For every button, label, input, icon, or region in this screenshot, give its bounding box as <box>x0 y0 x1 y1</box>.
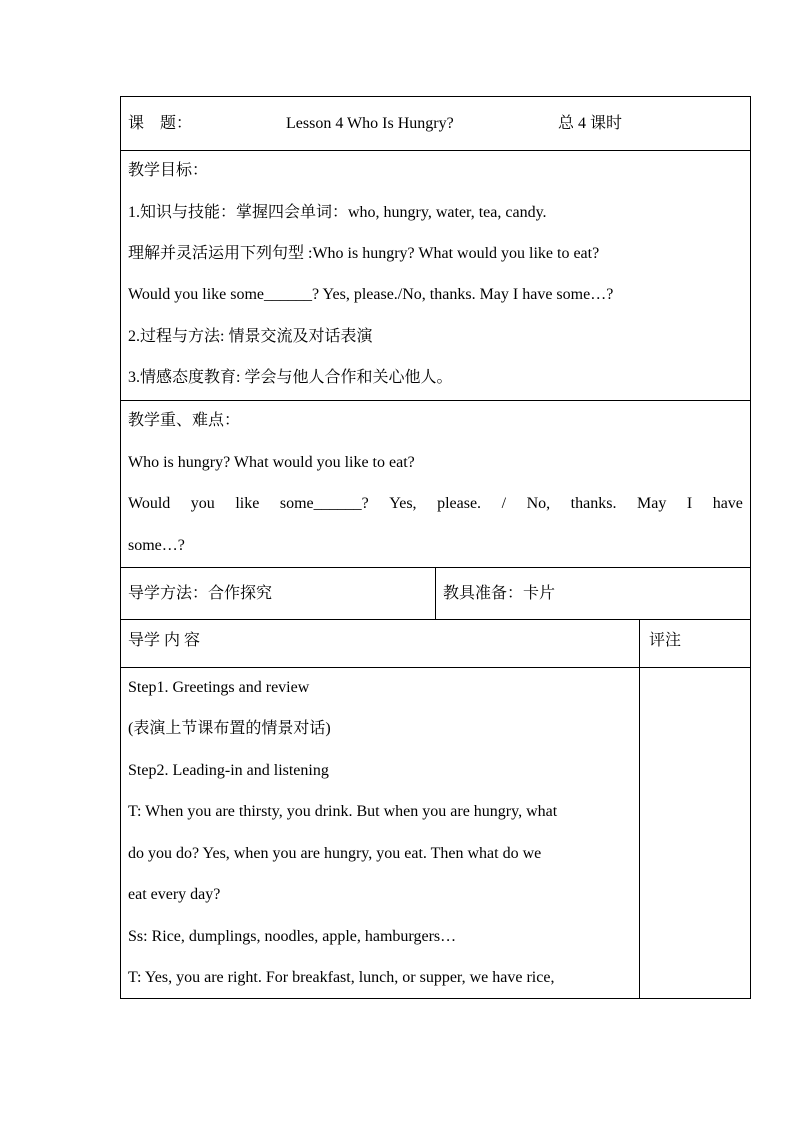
key-word: like <box>235 495 260 512</box>
lesson-plan-table <box>120 96 751 999</box>
key-word: thanks. <box>570 495 617 512</box>
objective-process: 2.过程与方法: 情景交流及对话表演 <box>128 328 373 345</box>
teacher-line-4: T: Yes, you are right. For breakfast, lunch, or supper, we have rice, <box>128 969 555 986</box>
content-label: 导学 内 容 <box>128 632 201 649</box>
key-word: you <box>190 495 215 512</box>
students-line: Ss: Rice, dumplings, noodles, apple, hamburgers… <box>128 928 457 945</box>
key-point-dialogue <box>128 494 743 514</box>
methods-divider <box>435 568 436 620</box>
key-word: Yes, <box>389 495 417 512</box>
step1-heading: Step1. Greetings and review <box>128 679 310 696</box>
period-count: 总 4 课时 <box>558 115 623 132</box>
objective-dialogue: Would you like some______? Yes, please./No, thanks. May I have some…? <box>128 286 614 303</box>
teacher-line-2: do you do? Yes, when you are hungry, you eat. Then what do we <box>128 845 542 862</box>
lesson-title: Lesson 4 Who Is Hungry? <box>286 115 454 132</box>
key-points-row <box>121 401 750 568</box>
key-word: Would <box>128 495 171 512</box>
step1-note: (表演上节课布置的情景对话) <box>128 720 331 737</box>
step2-heading: Step2. Leading-in and listening <box>128 762 329 779</box>
objectives-row <box>121 151 750 401</box>
key-points-heading: 教学重、难点： <box>128 412 241 429</box>
notes-label: 评注 <box>649 632 682 649</box>
key-word: please. <box>437 495 482 512</box>
key-word: / <box>501 495 507 512</box>
objective-sentences: 理解并灵活运用下列句型 :Who is hungry? What would you like to eat? <box>128 245 600 262</box>
notes-column-divider <box>639 620 640 998</box>
key-word: No, <box>526 495 551 512</box>
objective-attitude: 3.情感态度教育: 学会与他人合作和关心他人。 <box>128 369 453 386</box>
content-header-row <box>121 620 750 668</box>
key-word: have <box>712 495 743 512</box>
key-word: some______? <box>279 495 369 512</box>
key-point-question: Who is hungry? What would you like to eat? <box>128 454 415 471</box>
objectives-heading: 教学目标： <box>128 162 209 179</box>
key-word: May <box>636 495 667 512</box>
guide-method: 导学方法：合作探究 <box>128 585 273 602</box>
teaching-aids: 教具准备：卡片 <box>443 585 556 602</box>
topic-row <box>121 97 750 151</box>
topic-label: 课 题： <box>128 115 193 132</box>
key-word: I <box>686 495 693 512</box>
content-body-row <box>121 668 750 998</box>
teacher-line-3: eat every day? <box>128 886 221 903</box>
teacher-line-1: T: When you are thirsty, you drink. But when you are hungry, what <box>128 803 558 820</box>
key-point-continuation: some…? <box>128 537 185 554</box>
objective-knowledge: 1.知识与技能：掌握四会单词：who, hungry, water, tea, candy. <box>128 204 547 221</box>
